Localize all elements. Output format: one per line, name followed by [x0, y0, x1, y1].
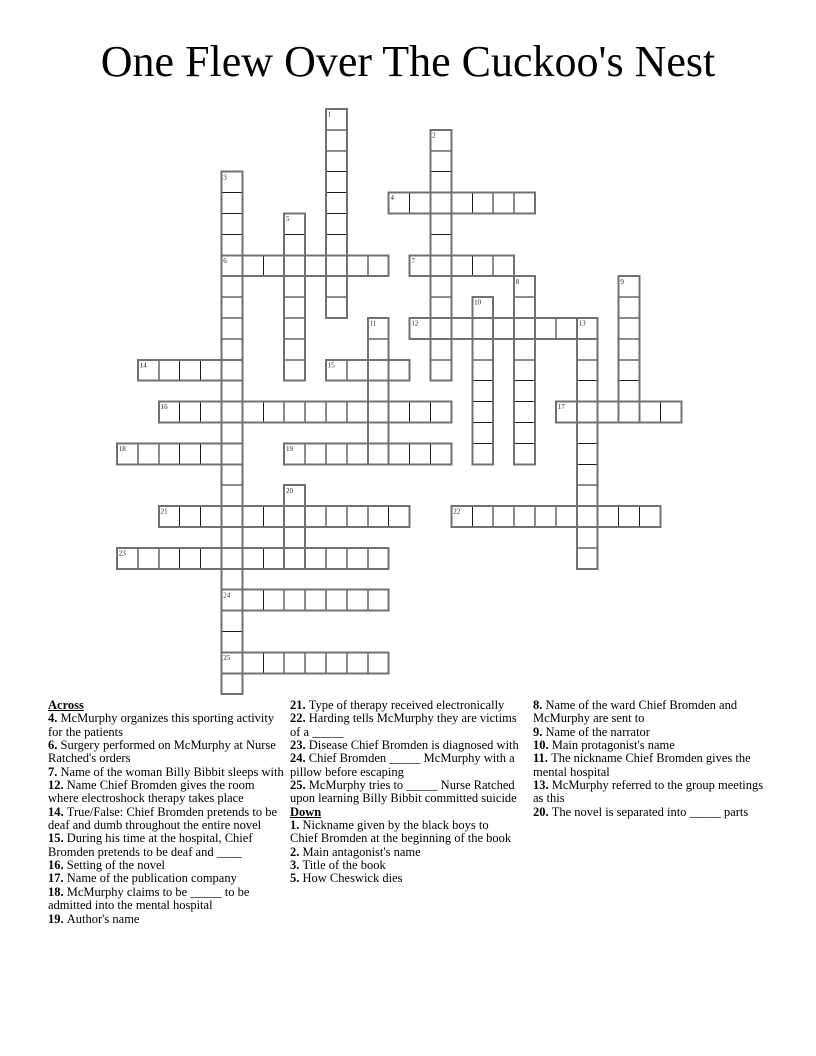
word-14-across [138, 360, 243, 381]
clue-number: 25. [290, 778, 309, 793]
clue-item-3: 3. Title of the book [290, 858, 386, 873]
word-4-across [389, 193, 535, 214]
clue-number: 6. [48, 738, 61, 753]
clue-number: 24. [290, 751, 309, 766]
clue-number: 23. [290, 738, 309, 753]
clues-section-header-down: Down [290, 804, 322, 819]
cell-number: 25 [223, 654, 231, 662]
word-12-across [410, 318, 598, 339]
clue-item-9: 9. Name of the narrator [533, 724, 650, 739]
clue-item-5: 5. How Cheswick dies [290, 871, 403, 886]
cell-number: 9 [620, 277, 624, 286]
clue-item-2: 2. Main antagonist's name [290, 844, 421, 859]
clue-item-12: 12. Name Chief Bromden gives the room where electroshock therapy takes place [48, 778, 255, 806]
word-3-down [222, 172, 243, 695]
clue-number: 18. [48, 884, 67, 899]
clue-item-13: 13. McMurphy referred to the group meetings as this [533, 778, 764, 806]
word-9-down [619, 276, 640, 422]
cell-number: 23 [118, 549, 126, 558]
clue-number: 3. [290, 858, 303, 873]
cell-number: 22 [453, 507, 461, 516]
cell-number: 2 [432, 131, 436, 140]
cell-number: 15 [327, 361, 335, 370]
clue-number: 2. [290, 844, 303, 859]
cell-number: 17 [557, 403, 565, 412]
cell-number: 8 [515, 277, 520, 286]
clue-number: 12. [48, 778, 67, 793]
clue-item-24: 24. Chief Bromden _____ McMurphy with a pillow before escaping [290, 751, 515, 779]
clue-item-16: 16. Setting of the novel [48, 858, 165, 873]
cell-number: 1 [327, 110, 332, 119]
clue-item-20: 20. The novel is separated into _____ parts [533, 804, 749, 819]
clue-number: 10. [533, 738, 552, 753]
clue-item-11: 11. The nickname Chief Bromden gives the mental hospital [533, 751, 751, 779]
word-23-across [117, 548, 389, 569]
clue-item-23: 23. Disease Chief Bromden is diagnosed with [290, 738, 519, 753]
cell-number: 20 [286, 486, 293, 495]
clue-number: 14. [48, 804, 67, 819]
clue-item-8: 8. Name of the ward Chief Bromden and McMurphy are sent to [533, 698, 738, 726]
clue-number: 7. [48, 764, 61, 779]
clue-item-18: 18. McMurphy claims to be _____ to be admitted into the mental hospital [48, 884, 250, 913]
clue-number: 5. [290, 871, 303, 886]
clue-number: 8. [533, 698, 546, 712]
clue-number: 11. [533, 751, 552, 766]
word-11-down [368, 318, 389, 464]
cell-number: 24 [223, 591, 231, 600]
cell-number: 7 [411, 256, 415, 265]
clue-item-10: 10. Main protagonist's name [533, 738, 675, 753]
cell-number: 10 [474, 298, 482, 307]
clue-item-21: 21. Type of therapy received electronically [290, 698, 505, 712]
cell-number: 13 [578, 319, 586, 328]
clue-item-14: 14. True/False: Chief Bromden pretends to be deaf and dumb throughout the entire novel [48, 804, 278, 833]
cell-number: 14 [139, 361, 147, 370]
clue-number: 22. [290, 711, 309, 726]
clue-item-7: 7. Name of the woman Billy Bibbit sleeps with [48, 764, 284, 779]
cell-number: 5 [286, 215, 290, 224]
word-8-down [514, 276, 535, 464]
clue-number: 9. [533, 724, 546, 739]
clue-item-15: 15. During his time at the hospital, Chief Bromden pretends to be deaf and ____ [48, 831, 253, 859]
clue-number: 13. [533, 778, 552, 793]
clue-number: 1. [290, 818, 303, 833]
clue-item-6: 6. Surgery performed on McMurphy at Nurse Ratched's orders [48, 738, 276, 766]
cell-number: 19 [286, 445, 293, 453]
clue-number: 4. [48, 711, 61, 726]
clue-number: 15. [48, 831, 67, 846]
clue-number: 21. [290, 698, 309, 712]
clue-number: 20. [533, 804, 552, 819]
clue-item-17: 17. Name of the publication company [48, 871, 237, 886]
clue-column-left [48, 699, 284, 926]
cell-number: 12 [411, 319, 419, 328]
clue-item-25: 25. McMurphy tries to _____ Nurse Ratched upon learning Billy Bibbit committed suicide [290, 778, 517, 806]
clue-item-22: 22. Harding tells McMurphy they are victims of a _____ [290, 711, 517, 739]
clue-number: 19. [48, 911, 67, 926]
clues-section-header-across: Across [48, 698, 84, 712]
cell-number: 3 [223, 173, 227, 182]
clue-number: 17. [48, 871, 67, 886]
clue-item-4: 4. McMurphy organizes this sporting activity for the patients [48, 711, 275, 739]
cell-number: 11 [369, 319, 377, 328]
word-7-across [410, 255, 514, 276]
puzzle-title: One Flew Over The Cuckoo's Nest [100, 37, 716, 86]
clue-column-right [533, 699, 774, 819]
clue-item-19: 19. Author's name [48, 911, 140, 926]
cell-number: 4 [390, 194, 394, 203]
clue-item-1: 1. Nickname given by the black boys to Chief Bromden at the beginning of the book [290, 818, 512, 846]
cell-number: 21 [160, 507, 168, 516]
cell-number: 16 [160, 403, 168, 412]
clue-number: 16. [48, 858, 67, 873]
clue-column-middle [290, 699, 519, 886]
cell-number: 6 [223, 256, 227, 265]
cell-number: 18 [118, 445, 126, 453]
